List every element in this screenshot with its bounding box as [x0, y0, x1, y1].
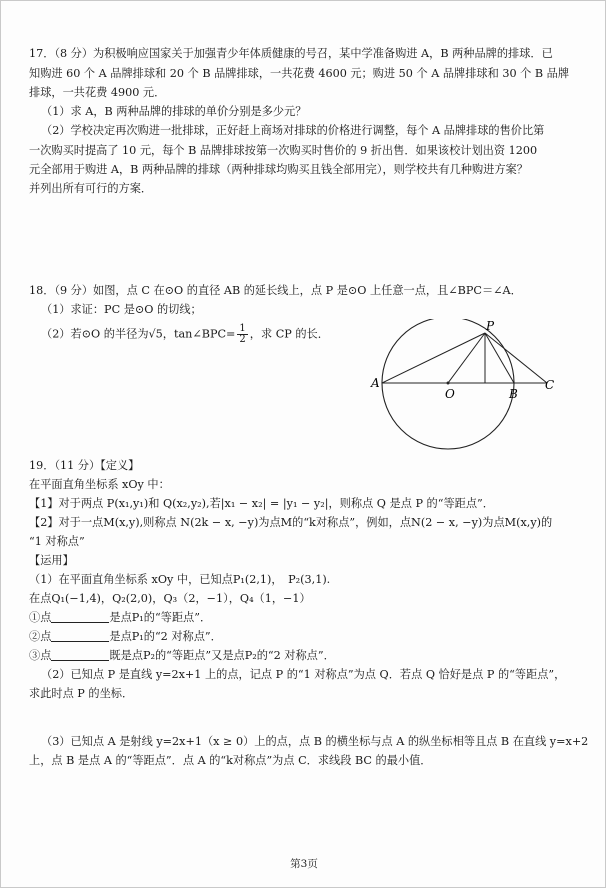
q17-line-1: 17．（8 分）为积极响应国家关于加强青少年体质健康的号召，某中学准备购进 A，B 两种品牌的排球．已	[29, 47, 553, 60]
q18-radius: √5	[148, 327, 163, 341]
line-po	[448, 333, 485, 383]
q19-p2a: （2）已知点 P 是直线 y=2x+1 上的点，记点 P 的“1 对称点”为点 Q．若点 Q 恰好是点 P 的“等距点”，	[41, 668, 566, 681]
q17-line-2: 知购进 60 个 A 品牌排球和 20 个 B 品牌排球，一共花费 4600 元；购进 50 个 A 品牌排球和 30 个 B 品牌	[29, 67, 570, 80]
label-a: A	[371, 376, 380, 390]
q19-blank-1-post: 是点P₁的“等距点”．	[109, 611, 212, 624]
q19-def-2b: “1 对称点”	[29, 535, 85, 548]
label-c: C	[545, 378, 555, 392]
q19-p3b: 上，点 B 是点 A 的“等距点”．点 A 的“k对称点”为点 C．求线段 BC 的最小值．	[29, 754, 432, 767]
q19-blank-2-post: 是点P₁的“2 对称点”．	[109, 630, 222, 643]
q18-frac-num: 1	[239, 323, 246, 334]
q18-part-2-a: （2）若⊙O 的半径为	[41, 327, 149, 341]
q18-part-2-c: ，求 CP 的长．	[249, 327, 329, 341]
q19-blank-3-post: 既是点P₂的“等距点”又是点P₂的“2 对称点”．	[109, 649, 335, 662]
q19-blank-2-pre: ②点	[29, 630, 52, 643]
q19-apply: 【运用】	[29, 554, 74, 567]
q17-line-7: 元全部用于购进 A，B 两种品牌的排球（两种排球均购买且钱全部用完），则学校共有几种购进方案？	[29, 163, 528, 176]
q19-header: 19．（11 分）【定义】	[29, 459, 140, 472]
label-b: B	[509, 387, 518, 401]
q17-line-4: （1）求 A，B 两种品牌的排球的单价分别是多少元？	[41, 105, 307, 118]
q18-part-1: （1）求证：PC 是⊙O 的切线；	[41, 303, 202, 316]
q18-part-2	[41, 324, 329, 345]
answer-blank-1	[51, 611, 109, 623]
q19-blank-2-line	[29, 630, 222, 644]
q19-p1a: （1）在平面直角坐标系 xOy 中，已知点P₁(2,1)， P₂(3,1).	[29, 573, 331, 586]
q19-blank-1-line	[29, 611, 211, 625]
answer-blank-2	[51, 630, 109, 642]
q18-circle-figure	[361, 319, 561, 459]
q19-blank-3-pre: ③点	[29, 649, 52, 662]
q19-def-1: 【1】对于两点 P(x₁,y₁)和 Q(x₂,y₂),若|x₁ − x₂| = |y₁ − y₂|，则称点 Q 是点 P 的“等距点”．	[29, 497, 494, 510]
q17-line-3: 排球，一共花费 4900 元．	[29, 86, 166, 99]
q19-blank-3-line	[29, 649, 335, 663]
q17-line-5: （2）学校决定再次购进一批排球，正好赶上商场对排球的价格进行调整，每个 A 品牌排球的售价比第	[41, 124, 545, 137]
center-dot	[447, 382, 450, 385]
q18-line-1: 18．（9 分）如图，点 C 在⊙O 的直径 AB 的延长线上，点 P 是⊙O 上任意一点，且∠BPC＝∠A．	[29, 284, 522, 297]
q17-line-6: 一次购买时提高了 10 元，每个 B 品牌排球按第一次购买时售价的 9 折出售．如果该校计划出资 1200	[29, 144, 538, 157]
answer-blank-3	[51, 649, 109, 661]
label-p: P	[486, 319, 495, 333]
page-number: 第3页	[290, 858, 318, 870]
q19-blank-1-pre: ①点	[29, 611, 52, 624]
q19-p3a: （3）已知点 A 是射线 y=2x+1（x ≥ 0）上的点，点 B 的横坐标与点 A 的纵坐标相等且点 B 在直线 y=x+2	[41, 735, 589, 748]
q19-context: 在平面直角坐标系 xOy 中：	[29, 478, 170, 491]
q18-fraction	[237, 324, 247, 345]
q19-p1b: 在点Q₁(−1,4)，Q₂(2,0)，Q₃（2，−1），Q₄（1，−1）	[29, 592, 311, 605]
line-pc	[485, 333, 547, 383]
q19-p2b: 求此时点 P 的坐标．	[29, 687, 134, 700]
q18-frac-den: 2	[239, 334, 246, 345]
q17-line-8: 并列出所有可行的方案．	[29, 182, 153, 195]
q18-part-2-b: ，tan∠BPC=	[162, 327, 236, 341]
label-o: O	[445, 387, 455, 401]
q19-def-2a: 【2】对于一点M(x,y),则称点 N(2k − x, −y)为点M的“k对称点”，例如，点N(2 − x, −y)为点M(x,y)的	[29, 516, 553, 529]
